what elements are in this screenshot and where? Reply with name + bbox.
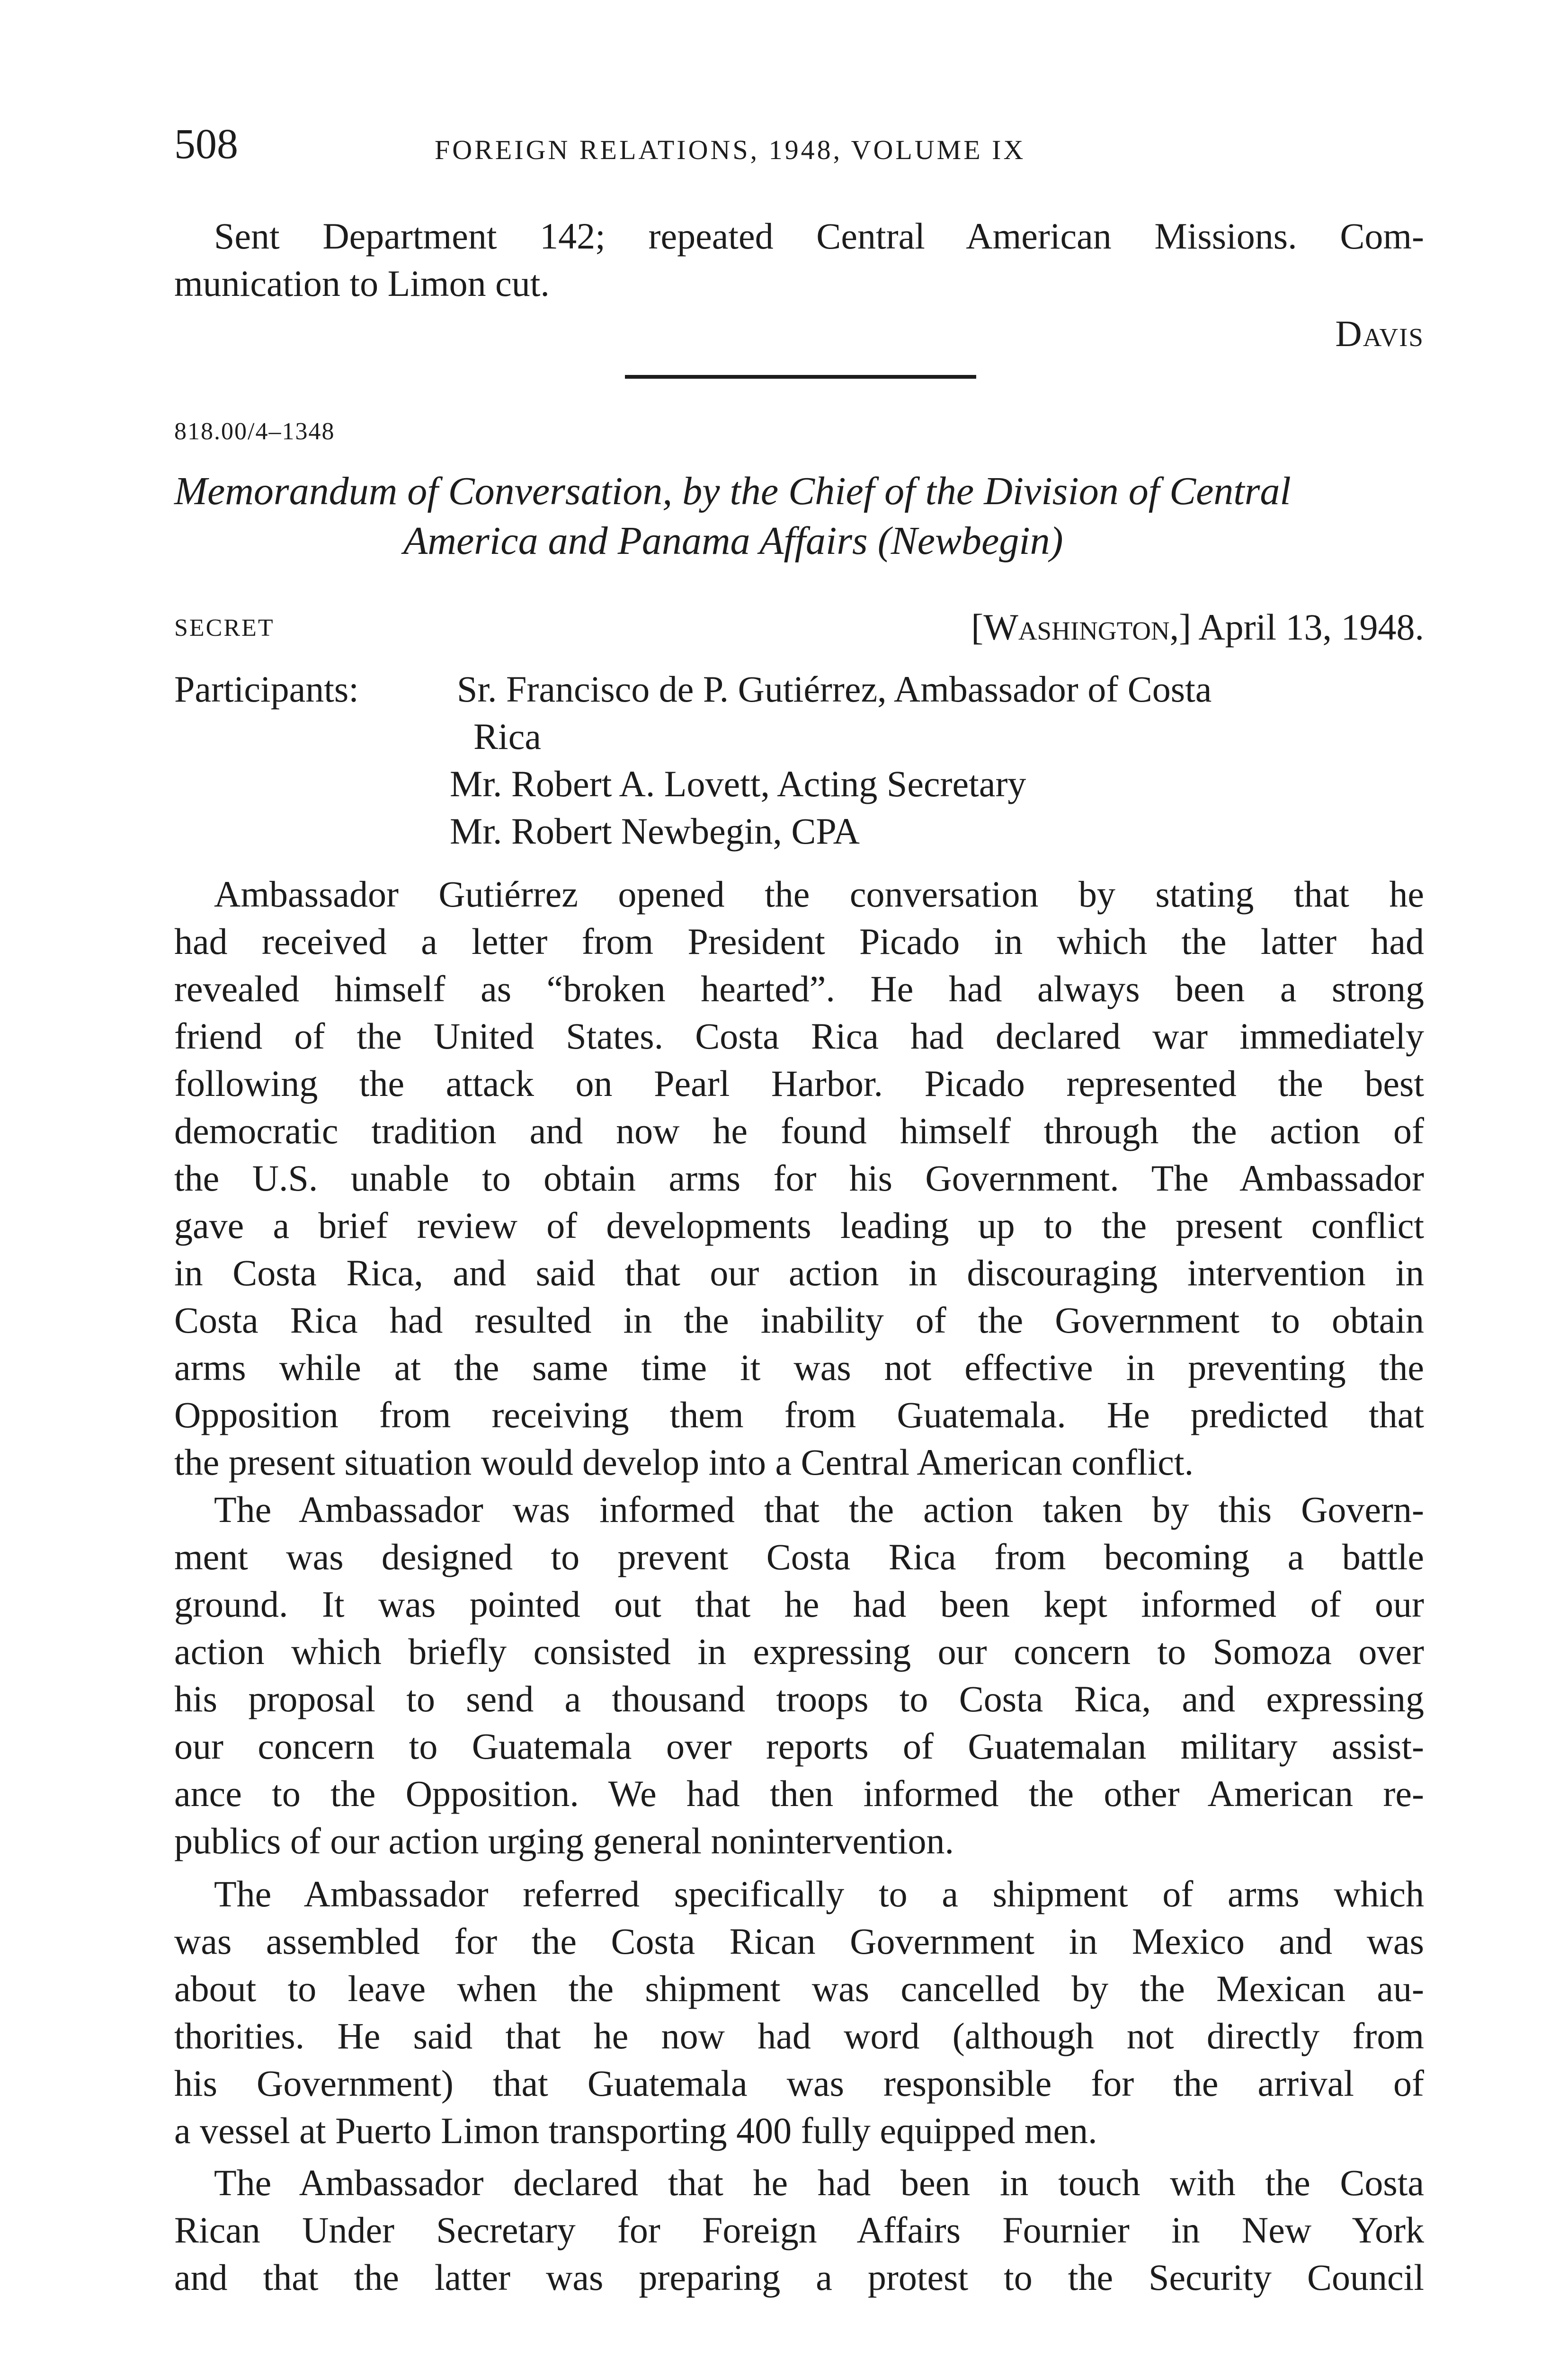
section-divider: [625, 375, 976, 379]
classification: SECRET: [174, 614, 275, 641]
participant-line: Mr. Robert Newbegin, CPA: [450, 810, 860, 852]
signature: Davis: [1335, 313, 1424, 354]
paragraph-1-line: arms while at the same time it was not effective in preventing the: [174, 1347, 1424, 1388]
paragraph-4-line: The Ambassador declared that he had been in touch with the Costa: [214, 2162, 1424, 2203]
paragraph-1-line: Costa Rica had resulted in the inability of the Government to obtain: [174, 1299, 1424, 1341]
page-number: 508: [174, 121, 238, 168]
memo-title-line-2: America and Panama Affairs (Newbegin): [403, 519, 1063, 563]
paragraph-3-line: The Ambassador referred specifically to a shipment of arms which: [214, 1873, 1424, 1914]
paragraph-1-line: in Costa Rica, and said that our action in discouraging intervention in: [174, 1252, 1424, 1293]
paragraph-3-line: his Government) that Guatemala was responsible for the arrival of: [174, 2063, 1424, 2104]
paragraph-2-line: ground. It was pointed out that he had been kept informed of our: [174, 1584, 1424, 1625]
paragraph-3-line: thorities. He said that he now had word (although not directly from: [174, 2015, 1424, 2056]
paragraph-4-line: and that the latter was preparing a protest to the Security Council: [174, 2257, 1424, 2298]
paragraph-1-line: democratic tradition and now he found himself through the action of: [174, 1110, 1424, 1151]
file-number: 818.00/4–1348: [174, 418, 335, 445]
paragraph-4-line: Rican Under Secretary for Foreign Affairs Fournier in New York: [174, 2209, 1424, 2251]
participant-line: Mr. Robert A. Lovett, Acting Secretary: [450, 763, 1026, 804]
paragraph-1-line: following the attack on Pearl Harbor. Picado represented the best: [174, 1063, 1424, 1104]
paragraph-1-line: Opposition from receiving them from Guatemala. He predicted that: [174, 1394, 1424, 1435]
paragraph-3-line: a vessel at Puerto Limon transporting 400 fully equipped men.: [174, 2110, 1097, 2151]
paragraph-2-line: ment was designed to prevent Costa Rica from becoming a battle: [174, 1536, 1424, 1577]
dateline-place: [Washington,]: [971, 606, 1192, 648]
paragraph-1-line: revealed himself as “broken hearted”. He had always been a strong: [174, 968, 1424, 1009]
paragraph-1-line: Ambassador Gutiérrez opened the conversation by stating that he: [214, 873, 1424, 915]
paragraph-1-line: friend of the United States. Costa Rica had declared war immediately: [174, 1015, 1424, 1057]
paragraph-2-line: action which briefly consisted in expressing our concern to Somoza over: [174, 1631, 1424, 1672]
opening-line-1: Sent Department 142; repeated Central American Missions. Com-: [214, 215, 1424, 257]
paragraph-2-line: his proposal to send a thousand troops to Costa Rica, and expressing: [174, 1678, 1424, 1719]
running-title: FOREIGN RELATIONS, 1948, VOLUME IX: [435, 134, 1026, 165]
paragraph-2-line: publics of our action urging general nonintervention.: [174, 1820, 954, 1861]
memo-title-line-1: Memorandum of Conversation, by the Chief of the Division of Central: [174, 469, 1291, 513]
opening-line-2: munication to Limon cut.: [174, 263, 550, 304]
paragraph-3-line: was assembled for the Costa Rican Government in Mexico and was: [174, 1921, 1424, 1962]
participant-line: Rica: [473, 716, 541, 757]
paragraph-2-line: The Ambassador was informed that the action taken by this Govern-: [214, 1489, 1424, 1530]
dateline-date: April 13, 1948.: [1198, 606, 1424, 648]
paragraph-3-line: about to leave when the shipment was cancelled by the Mexican au-: [174, 1968, 1424, 2009]
paragraph-2-line: ance to the Opposition. We had then informed the other American re-: [174, 1773, 1424, 1814]
paragraph-1-line: had received a letter from President Picado in which the latter had: [174, 921, 1424, 962]
participant-line: Sr. Francisco de P. Gutiérrez, Ambassador of Costa: [457, 668, 1212, 710]
dateline: [971, 603, 1424, 651]
paragraph-1-line: the U.S. unable to obtain arms for his Government. The Ambassador: [174, 1157, 1424, 1199]
participants-label: Participants:: [174, 668, 359, 710]
paragraph-2-line: our concern to Guatemala over reports of Guatemalan military assist-: [174, 1726, 1424, 1767]
paragraph-1-line: the present situation would develop into a Central American conflict.: [174, 1442, 1194, 1483]
paragraph-1-line: gave a brief review of developments leading up to the present conflict: [174, 1205, 1424, 1246]
